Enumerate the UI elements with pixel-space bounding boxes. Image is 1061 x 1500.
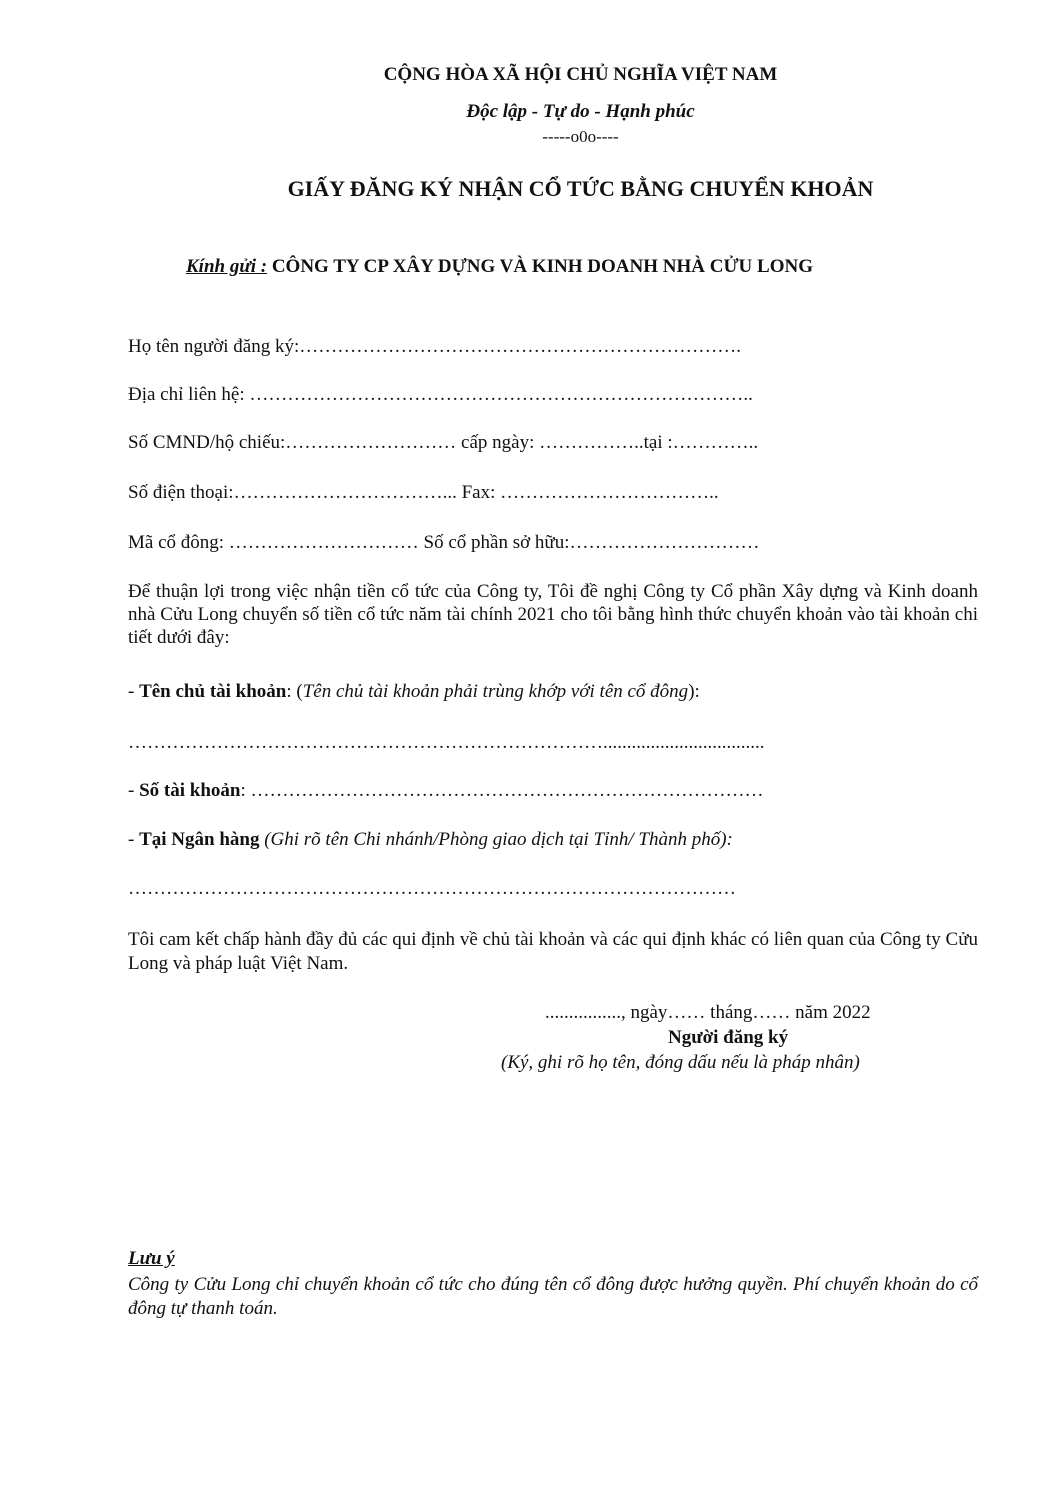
shares-owned-label: Số cổ phần sở hữu:	[423, 532, 570, 553]
field-id-number	[128, 432, 758, 454]
addressee-organization: CÔNG TY CP XÂY DỰNG VÀ KINH DOANH NHÀ CỬU LONG	[271, 256, 813, 277]
field-phone	[128, 482, 719, 504]
note-title: Lưu ý	[128, 1248, 175, 1269]
account-number-blank[interactable]: ………………………………………………………………………	[250, 780, 764, 801]
account-holder-blank[interactable]: …………………………………………………………………..................................	[128, 732, 765, 753]
bank-name-line	[128, 829, 733, 851]
address-label: Địa chỉ liên hệ:	[128, 384, 250, 405]
header-separator: -----o0o----	[542, 127, 619, 146]
shares-owned-blank[interactable]: …………………………	[569, 532, 760, 553]
bank-name-hint: (Ghi rõ tên Chi nhánh/Phòng giao dịch tại Tỉnh/ Thành phố):	[259, 829, 733, 850]
national-motto: Độc lập - Tự do - Hạnh phúc	[466, 101, 695, 122]
account-number-prefix: -	[128, 780, 140, 801]
signature-role: Người đăng ký	[668, 1027, 789, 1048]
full-name-label: Họ tên người đăng ký:	[128, 336, 300, 357]
fax-label: Fax:	[461, 482, 501, 503]
addressee-label: Kính gửi :	[186, 256, 268, 277]
full-name-blank[interactable]: …………………………………………………………….	[299, 336, 742, 357]
account-holder-hint: Tên chủ tài khoản phải trùng khớp với tên cổ đông	[302, 681, 689, 702]
signature-instruction: (Ký, ghi rõ họ tên, đóng dấu nếu là pháp nhân)	[501, 1052, 860, 1073]
account-holder-prefix: -	[128, 681, 140, 702]
field-full-name	[128, 336, 741, 358]
nation-heading: CỘNG HÒA XÃ HỘI CHỦ NGHĨA VIỆT NAM	[383, 64, 778, 85]
address-blank[interactable]: ……………………………………………………………………..	[249, 384, 753, 405]
issue-date-label: cấp ngày:	[461, 432, 540, 453]
id-number-label: Số CMND/hộ chiếu:	[128, 432, 286, 453]
account-holder-line	[128, 681, 700, 703]
field-shareholder	[128, 532, 760, 554]
issue-date-blank[interactable]: ……………..	[539, 432, 644, 453]
issue-place-blank[interactable]: …………..	[672, 432, 759, 453]
phone-label: Số điện thoại:	[128, 482, 234, 503]
signature-date-line[interactable]: ................, ngày…… tháng…… năm 2022	[545, 1002, 871, 1023]
id-number-blank[interactable]: ………………………	[285, 432, 462, 453]
phone-blank[interactable]: ……………………………...	[233, 482, 462, 503]
bank-name-label: Tại Ngân hàng	[139, 829, 260, 850]
account-number-line	[128, 780, 763, 802]
commitment-paragraph: Tôi cam kết chấp hành đầy đủ các qui định về chủ tài khoản và các qui định khác có liên quan của Công ty Cửu Long và pháp luật Việt Nam.	[128, 929, 978, 974]
account-holder-label: Tên chủ tài khoản	[139, 681, 287, 702]
account-number-label: Số tài khoản	[139, 780, 241, 801]
account-holder-suffix: ):	[688, 681, 700, 702]
document-title: GIẤY ĐĂNG KÝ NHẬN CỔ TỨC BẰNG CHUYỂN KHOẢN	[287, 176, 874, 201]
shareholder-code-blank[interactable]: …………………………	[228, 532, 424, 553]
shareholder-code-label: Mã cổ đông:	[128, 532, 229, 553]
request-paragraph: Để thuận lợi trong việc nhận tiền cổ tức của Công ty, Tôi đề nghị Công ty Cổ phần Xây dựng và Kinh doanh nhà Cửu Long chuyển số tiền cổ tức năm tài chính 2021 cho tôi bằng hình thức chuyển khoản vào tài khoản chi tiết dưới đây:	[128, 581, 978, 648]
addressee-line	[186, 256, 813, 278]
field-address	[128, 384, 753, 406]
account-number-colon: :	[240, 780, 251, 801]
note-text: Công ty Cửu Long chỉ chuyển khoản cổ tức cho đúng tên cổ đông được hưởng quyền. Phí chuyển khoản do cổ đông tự thanh toán.	[128, 1274, 978, 1319]
fax-blank[interactable]: ……………………………..	[500, 482, 719, 503]
issue-place-label: tại :	[643, 432, 673, 453]
bank-name-blank[interactable]: ……………………………………………………………………………………	[128, 878, 736, 899]
bank-name-prefix: -	[128, 829, 140, 850]
account-holder-colon: : (	[286, 681, 303, 702]
